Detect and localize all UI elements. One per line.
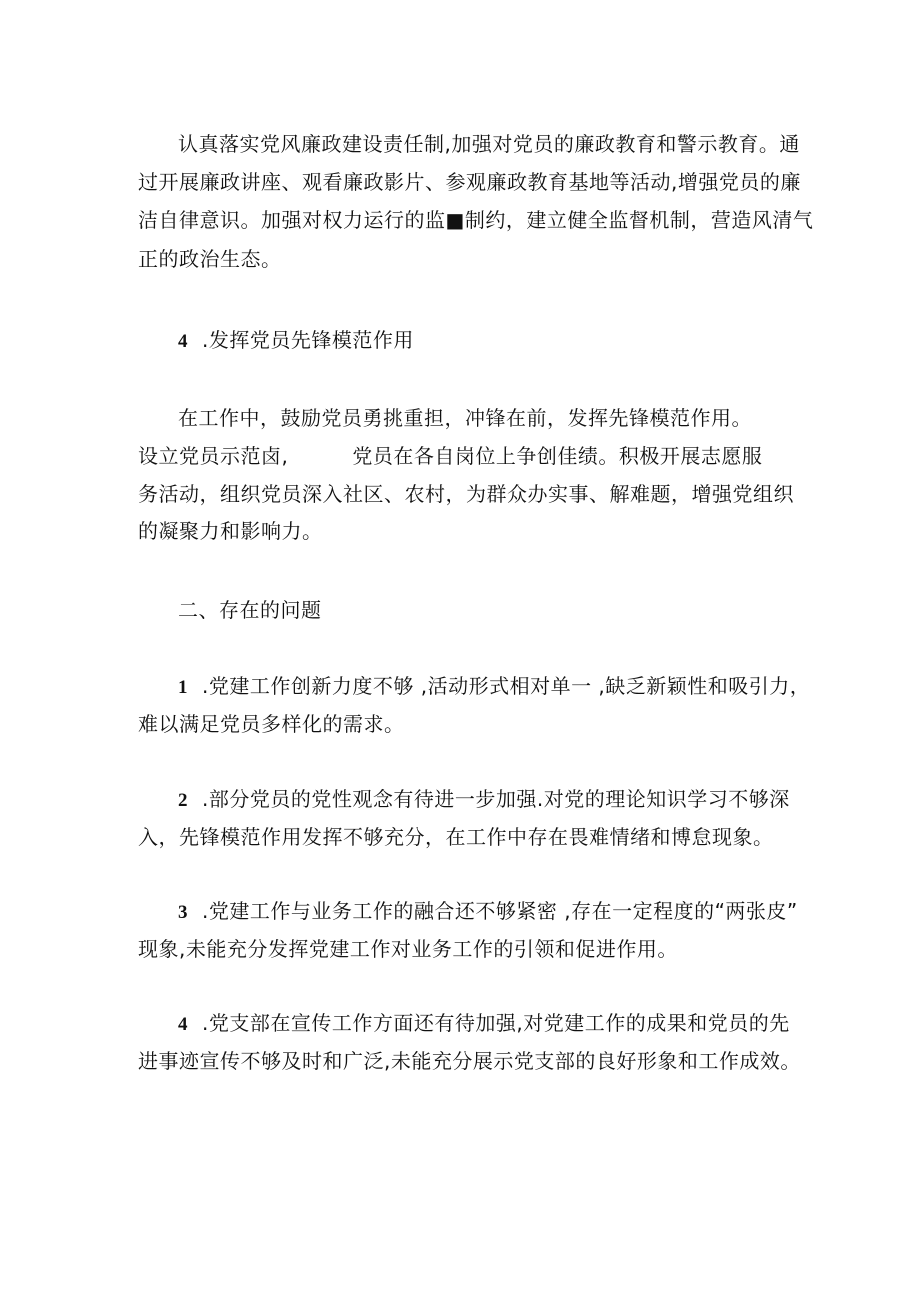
item-number: 1	[178, 677, 188, 698]
section-heading	[178, 326, 414, 356]
list-item-line	[178, 672, 810, 702]
text-fragment: 设立党员示范卤,	[138, 444, 289, 468]
item-text: .党建工作创新力度不够 ,活动形式相对单一 ,缺乏新颖性和吸引力，	[202, 674, 811, 698]
list-item-line	[178, 785, 790, 815]
item-number: 3	[178, 902, 188, 923]
list-item-line: 难以满足党员多样化的需求。	[138, 712, 405, 736]
paragraph-line: 务活动，组织党员深入社区、农村，为群众办实事、解难题，增强党组织	[138, 482, 794, 506]
heading-text: .发挥党员先锋模范作用	[202, 328, 414, 352]
list-item-line	[178, 897, 798, 927]
list-item-line	[178, 1009, 790, 1039]
paragraph-line: 正的政治生态。	[138, 247, 282, 271]
list-item-line: 进事迹宣传不够及时和广泛,未能充分展示党支部的良好形象和工作成效。	[138, 1049, 801, 1073]
paragraph-line: 的凝聚力和影响力。	[138, 519, 323, 543]
paragraph-line: 过开展廉政讲座、观看廉政影片、参观廉政教育基地等活动,增强党员的廉	[138, 170, 801, 194]
item-text: .党支部在宣传工作方面还有待加强,对党建工作的成果和党员的先	[202, 1011, 790, 1035]
section-heading: 二、存在的问题	[178, 598, 322, 622]
text-fragment: 党员在各自岗位上争创佳绩。积极开展志愿服	[352, 444, 763, 468]
heading-number: 4	[178, 331, 188, 352]
item-number: 2	[178, 790, 188, 811]
paragraph-line: 洁自律意识。加强对权力运行的监■制约，建立健全监督机制，营造风清气	[138, 208, 814, 232]
item-number: 4	[178, 1014, 188, 1035]
paragraph-line: 在工作中，鼓励党员勇挑重担，冲锋在前，发挥先锋模范作用。	[178, 406, 752, 430]
paragraph-line	[138, 442, 762, 470]
list-item-line: 入，先锋模范作用发挥不够充分，在工作中存在畏难情绪和博怠现象。	[138, 825, 774, 849]
list-item-line: 现象,未能充分发挥党建工作对业务工作的引领和促进作用。	[138, 937, 678, 961]
item-text: .党建工作与业务工作的融合还不够紧密 ,存在一定程度的“两张皮”	[202, 899, 798, 923]
paragraph-line: 认真落实党风廉政建设责任制,加强对党员的廉政教育和警示教育。通	[178, 132, 800, 156]
item-text: .部分党员的党性观念有待进一步加强.对党的理论知识学习不够深	[202, 787, 790, 811]
